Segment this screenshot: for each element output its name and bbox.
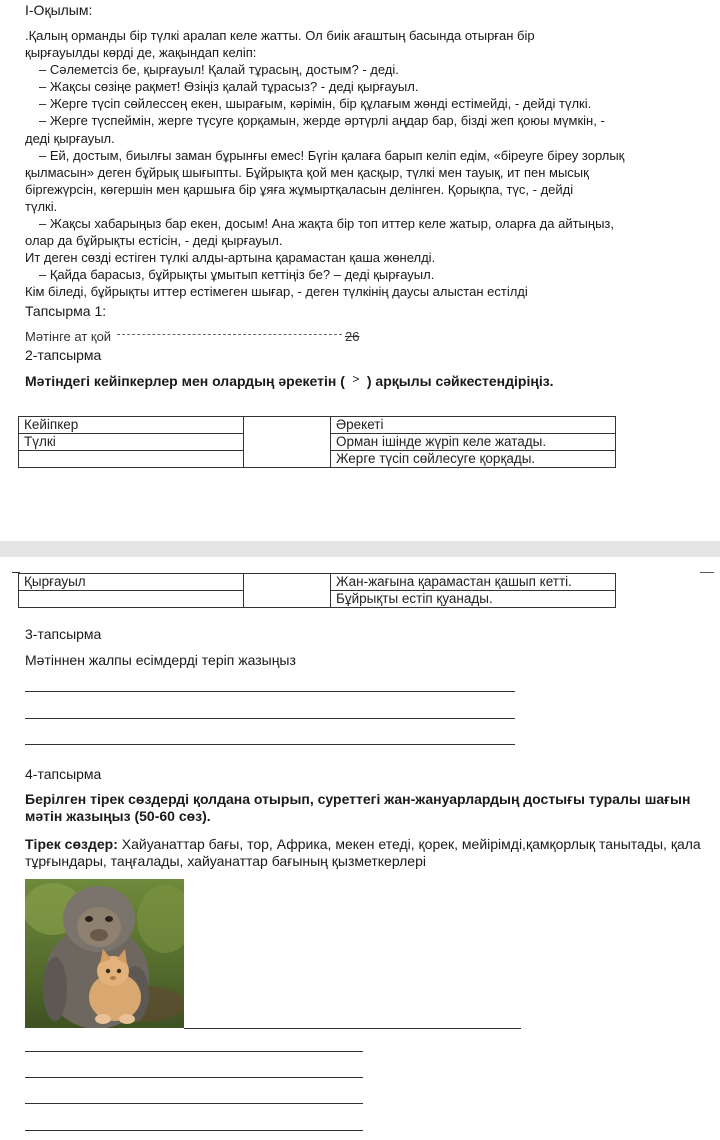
- story-line: қырғауылды көрді де, жақындап келіп:: [25, 45, 257, 61]
- story-line: – Жерге түсіп сөйлессең екен, шырағым, кәрімін, бір құлағым жөнді естімейді, - дейді түлкі.: [39, 96, 592, 112]
- keywords-label: Тірек сөздер:: [25, 836, 118, 852]
- header-character: Кейіпкер: [19, 417, 244, 434]
- keywords: [25, 836, 705, 870]
- story-line: – Жерге түспеймін, жерге түсуге қорқамын, жерде әртүрлі аңдар бар, бізді жеп қоюы мүмкін, -: [39, 113, 605, 129]
- page-reference: 26: [345, 329, 360, 344]
- header-action: Әрекеті: [331, 417, 616, 434]
- story-line: – Сәлеметсіз бе, қырғауыл! Қалай тұрасың, достым? - деді.: [39, 62, 399, 78]
- character-cell: Түлкі: [19, 434, 244, 451]
- character-cell: Қырғауыл: [19, 574, 244, 591]
- arrow-icon: >: [352, 372, 360, 386]
- task1-prompt: Мәтінге ат қой: [25, 329, 112, 344]
- story-text: [25, 27, 710, 301]
- story-line: Ит деген сөзді естіген түлкі алды-артына қарамастан қаша жөнелді.: [25, 250, 436, 266]
- answer-line[interactable]: [184, 1028, 521, 1029]
- story-line: біргежүрсін, көгершін мен қаршыға бір ұяға жұмыртқаласын делінген. Қорықпа, түс, - дейді: [25, 181, 574, 197]
- story-line: – Қайда барасыз, бұйрықты ұмытып кеттіңіз бе? – деді қырғауыл.: [39, 267, 435, 283]
- divider: [700, 572, 714, 573]
- task3-label: 3-тапсырма: [25, 626, 102, 642]
- action-cell: Жан-жағына қарамастан қашып кетті.: [331, 574, 616, 591]
- story-line: қылмасын» деген бұйрық шығыпты. Бұйрықта қой мен қасқыр, түлкі мен тауық, ит пен мысық: [25, 164, 589, 180]
- task4-instruction: Берілген тірек сөздерді қолдана отырып, суреттегі жан-жануарлардың достығы туралы шағын мәтін жазыңыз (50-60 сөз).: [25, 791, 691, 824]
- connector-cell[interactable]: [244, 574, 331, 608]
- title-answer-line[interactable]: [117, 334, 342, 335]
- task3-instruction: Мәтіннен жалпы есімдерді теріп жазыңыз: [25, 652, 296, 668]
- task1-label: Тапсырма 1:: [25, 303, 107, 319]
- monkey-and-kitten-photo: [25, 879, 184, 1028]
- matching-table-continued: [18, 573, 616, 608]
- character-cell: [19, 591, 244, 608]
- table-header-row: [19, 417, 616, 434]
- story-line: – Жақсы хабарыңыз бар екен, досым! Ана жақта бір топ иттер келе жатыр, оларға да айтыңыз,: [39, 216, 614, 232]
- story-line: – Ей, достым, биылғы заман бұрынғы емес! Бүгін қалаға барып келіп едім, «біреуге біреу зорлық: [39, 147, 625, 163]
- story-line: олар да бұйрықты естісін, - деді қырғауыл.: [25, 233, 283, 249]
- task1-title-row: [25, 329, 342, 344]
- page-break: [0, 541, 720, 557]
- story-line: Кім біледі, бұйрықты иттер естімеген шығар, - деген түлкінің даусы алыстан естілді: [25, 284, 528, 300]
- task2-instruction: Мәтіндегі кейіпкерлер мен олардың әрекетін ( > ) арқылы сәйкестендіріңіз.: [25, 372, 554, 389]
- story-line: деді қырғауыл.: [25, 130, 115, 146]
- section-title: І-Оқылым:: [25, 2, 93, 18]
- answer-line[interactable]: [25, 1077, 363, 1078]
- task4-label: 4-тапсырма: [25, 766, 102, 782]
- answer-line[interactable]: [25, 744, 515, 745]
- answer-line[interactable]: [25, 718, 515, 719]
- matching-table: [18, 416, 616, 468]
- action-cell: Орман ішінде жүріп келе жатады.: [331, 434, 616, 451]
- table-row: [19, 574, 616, 591]
- story-line: түлкі.: [25, 198, 58, 214]
- action-cell: Жерге түсіп сөйлесуге қорқады.: [331, 451, 616, 468]
- answer-line[interactable]: [25, 1103, 363, 1104]
- story-line: – Жақсы сөзіңе рақмет! Өзіңіз қалай тұрасыз? - деді қырғауыл.: [39, 79, 419, 95]
- answer-line[interactable]: [25, 691, 515, 692]
- task2-label: 2-тапсырма: [25, 347, 102, 363]
- answer-line[interactable]: [25, 1051, 363, 1052]
- action-cell: Бұйрықты естіп қуанады.: [331, 591, 616, 608]
- keywords-list: Хайуанаттар бағы, тор, Африка, мекен етеді, қорек, мейірімді,қамқорлық танытады, қала тұрғындары, таңғалады, хайуанаттар бағының қызметкерлері: [25, 836, 701, 869]
- connector-cell[interactable]: [244, 417, 331, 468]
- story-line: .Қалың орманды бір түлкі аралап келе жатты. Ол биік ағаштың басында отырған бір: [25, 28, 535, 43]
- character-cell: [19, 451, 244, 468]
- answer-line[interactable]: [25, 1130, 363, 1131]
